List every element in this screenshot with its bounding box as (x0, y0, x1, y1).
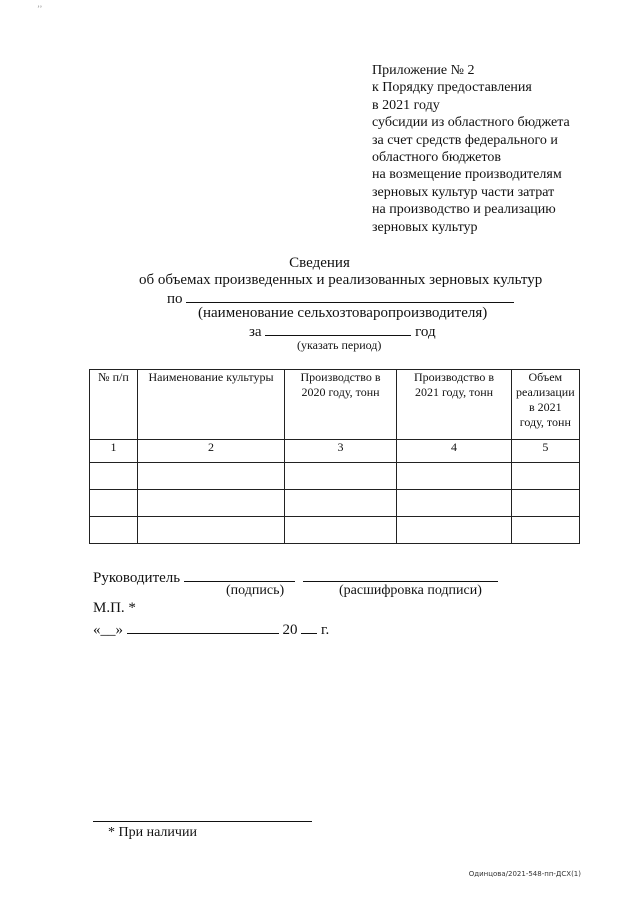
period-blank[interactable] (265, 321, 411, 336)
producer-prefix: по (167, 291, 183, 307)
table-row (90, 517, 580, 544)
table-row (90, 490, 580, 517)
corner-mark: ’’ (37, 4, 43, 14)
period-caption: (указать период) (297, 338, 382, 352)
document-stamp: Одинцова/2021-548-пп-ДСХ(1) (468, 870, 581, 878)
period-prefix: за (249, 324, 262, 340)
table-cell[interactable] (512, 490, 580, 517)
table-cell[interactable] (138, 517, 285, 544)
table-cell[interactable] (90, 490, 138, 517)
header-cell-sales-2021: Объем реализации в 2021 году, тонн (512, 370, 580, 440)
table-cell[interactable] (397, 490, 512, 517)
table-header-row (90, 370, 580, 440)
table-cell[interactable] (397, 463, 512, 490)
table-cell[interactable] (285, 490, 397, 517)
crops-table (89, 369, 580, 544)
footnote: * При наличии (108, 825, 197, 840)
table-cell[interactable] (512, 463, 580, 490)
column-number-cell: 1 (90, 440, 138, 463)
producer-blank[interactable] (186, 288, 514, 303)
column-number-cell: 5 (512, 440, 580, 463)
signature-decode-caption: (расшифровка подписи) (339, 583, 482, 598)
table-row (90, 440, 580, 463)
date-day[interactable]: «__» (93, 622, 123, 638)
column-number-cell: 3 (285, 440, 397, 463)
table-row (90, 463, 580, 490)
table-cell[interactable] (90, 463, 138, 490)
date-line (93, 619, 329, 639)
signature-caption: (подпись) (226, 583, 285, 598)
header-cell-production-2021: Производство в 2021 году, тонн (397, 370, 512, 440)
table-cell[interactable] (397, 517, 512, 544)
annex-line: на производство и реализацию (372, 202, 556, 218)
date-year-blank[interactable] (301, 619, 317, 634)
column-number-cell: 2 (138, 440, 285, 463)
seal-label: М.П. * (93, 600, 136, 616)
annex-line: на возмещение производителям (372, 167, 562, 183)
date-suffix: г. (321, 622, 330, 638)
date-month-blank[interactable] (127, 619, 279, 634)
signature-blank[interactable] (184, 567, 295, 582)
producer-caption: (наименование сельхозтоваропроизводителя) (198, 305, 488, 321)
annex-line: зерновых культур части затрат (372, 184, 555, 200)
document-title: Сведения (289, 255, 350, 271)
table-cell[interactable] (90, 517, 138, 544)
period-suffix: год (415, 324, 436, 340)
annex-line: Приложение № 2 (372, 63, 475, 78)
head-label: Руководитель (93, 570, 181, 586)
annex-line: в 2021 году (372, 97, 440, 113)
table-cell[interactable] (512, 517, 580, 544)
annex-line: субсидии из областного бюджета (372, 115, 570, 131)
annex-line: к Порядку предоставления (372, 80, 532, 96)
signature-decode-blank[interactable] (303, 567, 498, 582)
table-cell[interactable] (285, 517, 397, 544)
annex-block (372, 62, 570, 236)
table-cell[interactable] (285, 463, 397, 490)
document-subtitle: об объемах произведенных и реализованных зерновых культур (139, 272, 543, 288)
header-cell-number: № п/п (90, 370, 138, 440)
header-cell-crop: Наименование культуры (138, 370, 285, 440)
column-number-cell: 4 (397, 440, 512, 463)
annex-line: за счет средств федерального и (372, 132, 558, 148)
annex-line: зерновых культур (372, 219, 478, 235)
date-year-prefix: 20 (282, 622, 298, 638)
table-cell[interactable] (138, 463, 285, 490)
annex-line: областного бюджетов (372, 150, 501, 166)
footnote-divider (93, 821, 312, 822)
header-cell-production-2020: Производство в 2020 году, тонн (285, 370, 397, 440)
table-cell[interactable] (138, 490, 285, 517)
